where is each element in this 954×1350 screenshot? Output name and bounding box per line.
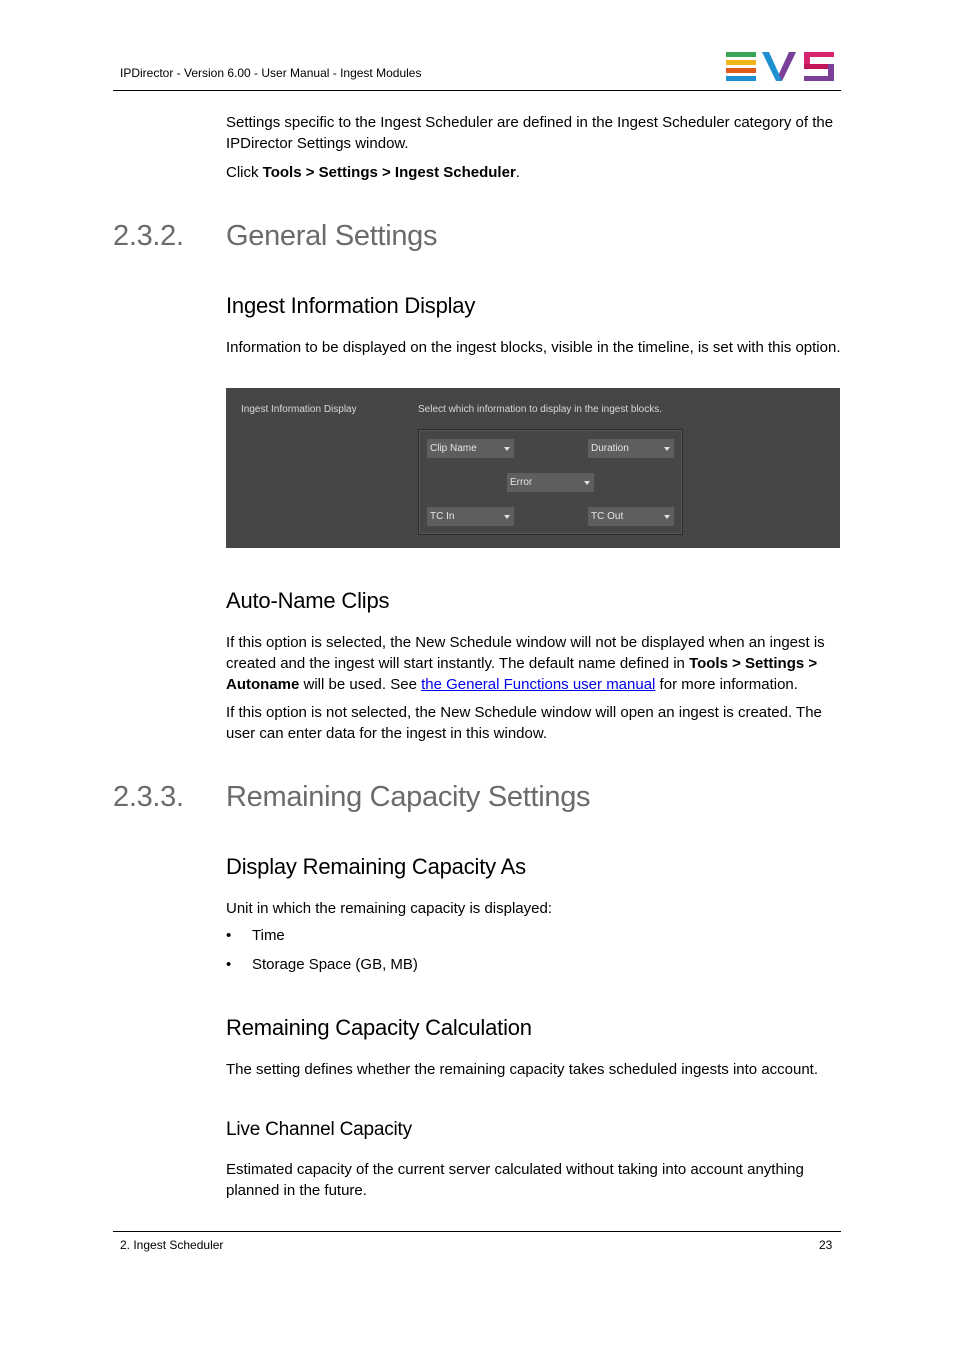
subheading-ingest-information-display: Ingest Information Display: [226, 293, 476, 318]
chevron-down-icon: [584, 481, 590, 485]
dropdown-group: [418, 429, 683, 535]
dropdown-bottom-left[interactable]: TC In: [427, 507, 514, 526]
subheading-remaining-capacity-calculation: Remaining Capacity Calculation: [226, 1015, 532, 1040]
calculation-paragraph: The setting defines whether the remaining capacity takes scheduled ingests into account.: [226, 1061, 819, 1078]
intro-instruction: Click Tools > Settings > Ingest Scheduler.: [226, 164, 520, 181]
dropdown-top-left[interactable]: Clip Name: [427, 439, 514, 458]
list-item: • Storage Space (GB, MB): [226, 956, 418, 973]
dropdown-bottom-right[interactable]: TC Out: [588, 507, 674, 526]
chevron-down-icon: [504, 515, 510, 519]
ingest-info-paragraph: Information to be displayed on the ingest blocks, visible in the timeline, is set with this option.: [226, 339, 841, 356]
menu-path: Tools > Settings > Ingest Scheduler: [262, 164, 516, 181]
bullet-icon: •: [226, 956, 232, 973]
subheading-live-channel-capacity: Live Channel Capacity: [226, 1119, 412, 1140]
panel-hint: Select which information to display in the ingest blocks.: [418, 404, 663, 415]
auto-name-paragraph-2: If this option is not selected, the New Schedule window will open an ingest is created. The user can enter data for the ingest in this window.: [226, 704, 822, 742]
running-header: IPDirector - Version 6.00 - User Manual - Ingest Modules: [120, 66, 422, 80]
chevron-down-icon: [664, 447, 670, 451]
dropdown-top-right[interactable]: Duration: [588, 439, 674, 458]
dropdown-center[interactable]: Error: [507, 473, 594, 492]
list-item: • Time: [226, 927, 285, 944]
auto-name-paragraph-1: If this option is selected, the New Schedule window will not be displayed when an ingest is created and the ingest will start instantly. The default name defined in Tools > Settings > Autoname will be used. See the General Functions user manual for more information.: [226, 634, 825, 693]
footer-rule: [113, 1231, 841, 1232]
ingest-information-display-panel: [226, 388, 840, 548]
section-heading-2-3-2: 2.3.2. General Settings: [113, 220, 438, 252]
live-channel-paragraph: Estimated capacity of the current server calculated without taking into account anything planned in the future.: [226, 1161, 804, 1199]
chevron-down-icon: [504, 447, 510, 451]
header-rule: [113, 90, 841, 91]
intro-paragraph: Settings specific to the Ingest Scheduler are defined in the Ingest Scheduler category of the IPDirector Settings window.: [226, 114, 834, 152]
evs-logo: [726, 52, 834, 82]
bullet-icon: •: [226, 927, 232, 944]
footer-chapter: 2. Ingest Scheduler: [120, 1238, 224, 1252]
subheading-display-remaining-capacity-as: Display Remaining Capacity As: [226, 854, 526, 879]
subheading-auto-name-clips: Auto-Name Clips: [226, 588, 390, 613]
chevron-down-icon: [664, 515, 670, 519]
section-heading-2-3-3: 2.3.3. Remaining Capacity Settings: [113, 781, 591, 813]
general-functions-manual-link[interactable]: the General Functions user manual: [421, 676, 656, 693]
panel-label: Ingest Information Display: [241, 404, 357, 415]
page-number: 23: [819, 1238, 833, 1252]
display-as-paragraph: Unit in which the remaining capacity is displayed:: [226, 900, 552, 917]
